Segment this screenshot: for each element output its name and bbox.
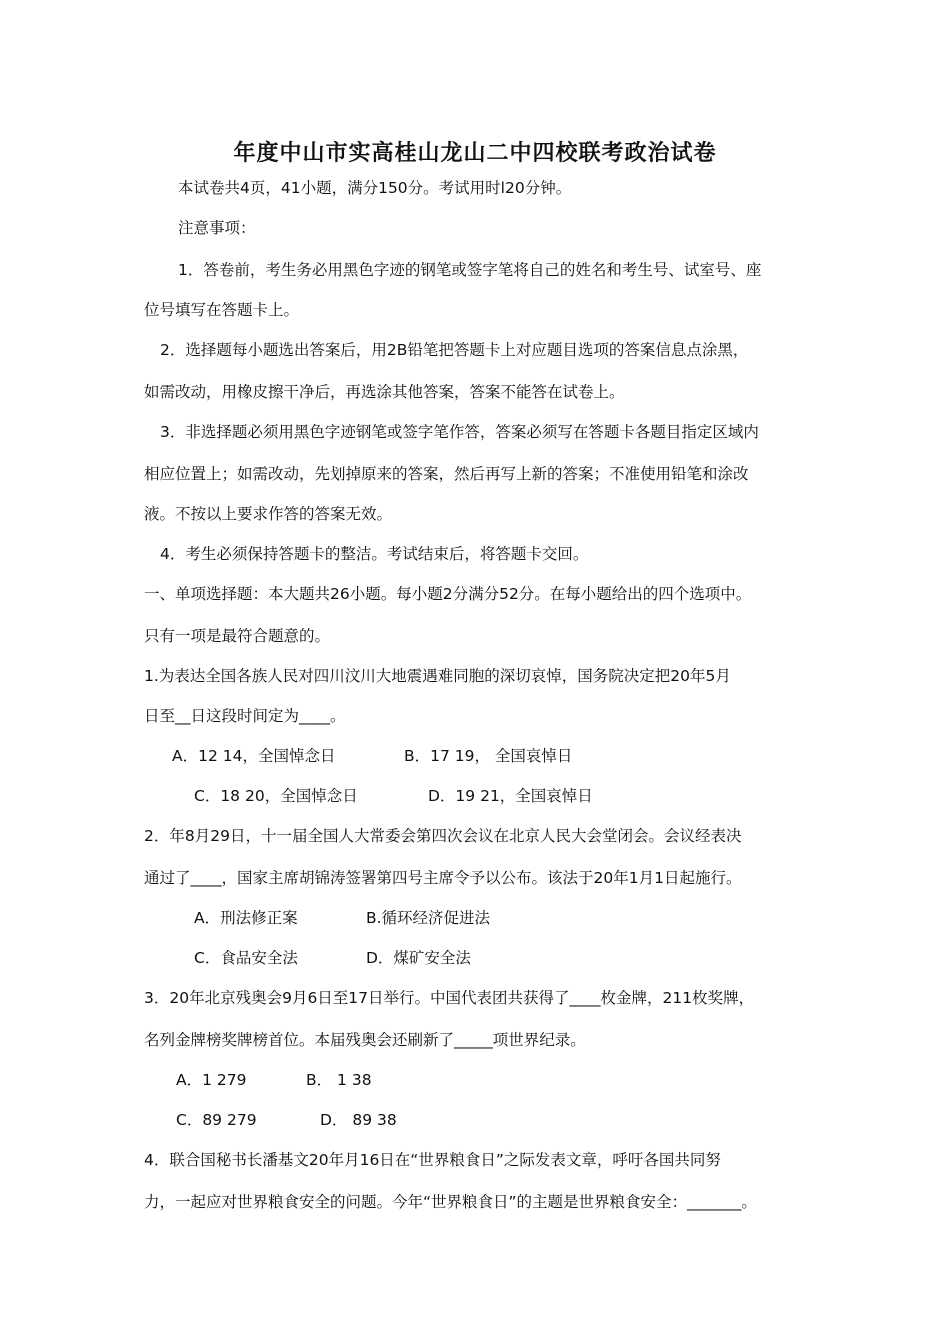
question-3-option-d: D． 89 38 xyxy=(320,1111,397,1129)
question-3-option-c: C．89 279 xyxy=(176,1111,257,1129)
question-2-options-row-2 xyxy=(0,948,950,968)
notice-1-line-2: 位号填写在答题卡上。 xyxy=(144,301,300,319)
notice-2-line-1: 2．选择题每小题选出答案后，用2B铅笔把答题卡上对应题目选项的答案信息点涂黑， xyxy=(160,341,749,359)
notice-3-line-3: 液。不按以上要求作答的答案无效。 xyxy=(144,505,393,523)
question-1-line-1: 1.为表达全国各族人民对四川汶川大地震遇难同胞的深切哀悼，国务院决定把20年5月 xyxy=(144,667,731,685)
question-1-option-b: B．17 19， 全国哀悼日 xyxy=(404,747,573,765)
notice-1-line-1: 1．答卷前，考生务必用黑色字迹的钢笔或签字笔将自己的姓名和考生号、试室号、座 xyxy=(178,261,762,279)
question-3-options-row-1 xyxy=(0,1070,950,1090)
question-2-options-row-1 xyxy=(0,908,950,928)
question-2-option-b: B.循环经济促进法 xyxy=(366,909,491,927)
question-2-line-2: 通过了____，国家主席胡锦涛签署第四号主席令予以公布。该法于20年1月1日起施行。 xyxy=(144,869,742,887)
question-1-option-a: A．12 14，全国悼念日 xyxy=(172,747,336,765)
question-1-options-row-2 xyxy=(0,786,950,806)
question-1-option-d: D．19 21，全国哀悼日 xyxy=(428,787,593,805)
section-1-heading: 一、单项选择题：本大题共26小题。每小题2分满分52分。在每小题给出的四个选项中。 xyxy=(144,585,752,603)
section-1-heading-cont: 只有一项是最符合题意的。 xyxy=(144,627,331,645)
question-2-option-d: D．煤矿安全法 xyxy=(366,949,471,967)
exam-title: 年度中山市实高桂山龙山二中四校联考政治试卷 xyxy=(233,141,717,166)
notice-2-line-2: 如需改动，用橡皮擦干净后，再选涂其他答案，答案不能答在试卷上。 xyxy=(144,383,625,401)
exam-intro: 本试卷共4页，41小题，满分150分。考试用时l20分钟。 xyxy=(178,179,572,197)
question-4-line-2: 力，一起应对世界粮食安全的问题。今年“世界粮食日”的主题是世界粮食安全：_______。 xyxy=(144,1193,757,1211)
notice-3-line-2: 相应位置上；如需改动，先划掉原来的答案，然后再写上新的答案；不准使用铅笔和涂改 xyxy=(144,465,749,483)
question-1-line-2: 日至__日这段时间定为____。 xyxy=(144,707,346,725)
question-3-line-1: 3．20年北京残奥会9月6日至17日举行。中国代表团共获得了____枚金牌，211枚奖牌， xyxy=(144,989,755,1007)
question-3-options-row-2 xyxy=(0,1110,950,1130)
notice-3-line-1: 3．非选择题必须用黑色字迹钢笔或签字笔作答，答案必须写在答题卡各题目指定区域内 xyxy=(160,423,759,441)
notice-4-line-1: 4．考生必须保持答题卡的整洁。考试结束后，将答题卡交回。 xyxy=(160,545,589,563)
question-2-option-c: C．食品安全法 xyxy=(194,949,298,967)
question-2-line-1: 2．年8月29日，十一届全国人大常委会第四次会议在北京人民大会堂闭会。会议经表决 xyxy=(144,827,742,845)
question-2-option-a: A．刑法修正案 xyxy=(194,909,298,927)
question-1-option-c: C．18 20，全国悼念日 xyxy=(194,787,358,805)
question-4-line-1: 4．联合国秘书长潘基文20年月16日在“世界粮食日”之际发表文章，呼吁各国共同努 xyxy=(144,1151,721,1169)
question-3-option-a: A．1 279 xyxy=(176,1071,247,1089)
notice-heading: 注意事项： xyxy=(178,219,256,237)
question-3-option-b: B． 1 38 xyxy=(306,1071,372,1089)
question-3-line-2: 名列金牌榜奖牌榜首位。本届残奥会还刷新了_____项世界纪录。 xyxy=(144,1031,586,1049)
question-1-options-row-1 xyxy=(0,746,950,766)
